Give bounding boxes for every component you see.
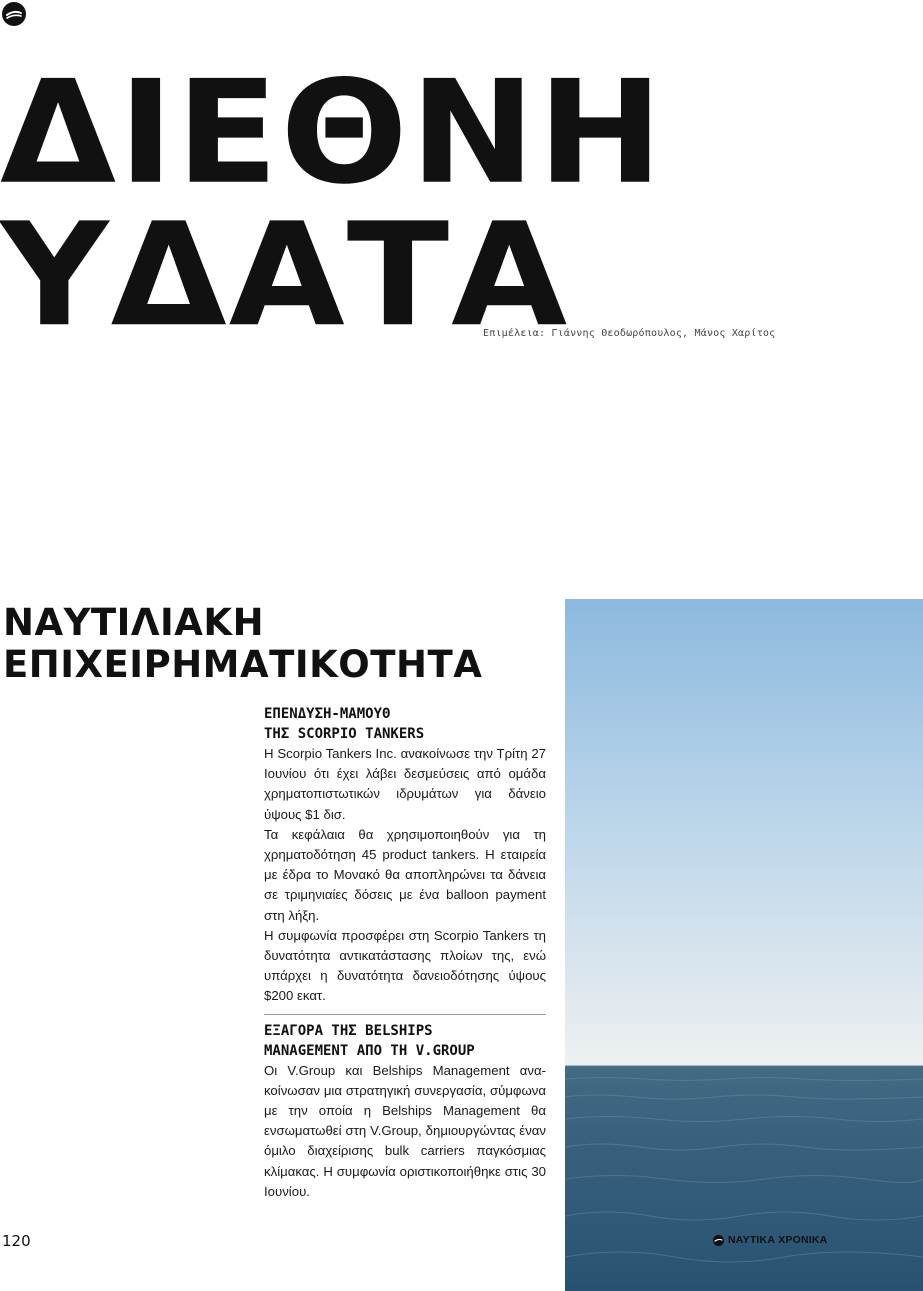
page-number: 120 bbox=[2, 1232, 31, 1250]
title-line-2: ΥΔΑΤΑ bbox=[0, 193, 570, 359]
article-headline bbox=[264, 704, 546, 744]
article-headline bbox=[264, 1021, 546, 1061]
article-scorpio-tankers bbox=[264, 704, 546, 1007]
section-title-line-1: ΝΑΥΤΙΛΙΑΚΗ bbox=[3, 601, 265, 644]
article-paragraph: Τα κεφάλαια θα χρησιμοποιηθούν για τη χρηματοδότηση 45 product tankers. Η εταιρεία με έδρα το Μονακό θα αποπληρώνει τα δάνεια σε τριμηνιαίες δόσεις με ένα balloon payment στη λήξη. bbox=[264, 826, 546, 923]
magazine-logo-icon bbox=[2, 2, 26, 26]
sky bbox=[565, 599, 923, 1066]
article-divider bbox=[264, 1014, 546, 1015]
brand-logo-icon bbox=[713, 1235, 724, 1246]
brand-name: ΝΑΥΤΙΚΑ ΧΡΟΝΙΚΑ bbox=[728, 1234, 828, 1246]
headline-line-2: MANAGEMENT ΑΠΟ ΤΗ V.GROUP bbox=[264, 1042, 475, 1059]
page-title bbox=[0, 50, 665, 359]
article-paragraph: Οι V.Group και Belships Management ανακοίνωσαν μια στρατηγική συνεργασία, σύμφωνα με την οποία η Belships Management θα ενσωματωθεί στη V.Group, δημιουργώντας έναν όμιλο διαχείρισης bulk carriers παγκόσμιας κλίμακας. Η συμφωνία οριστικοποιήθηκε στις 30 Ιουνίου. bbox=[264, 1062, 546, 1199]
headline-line-1: ΕΞΑΓΟΡΑ ΤΗΣ BELSHIPS bbox=[264, 1022, 433, 1039]
article-paragraph: Η συμφωνία προσφέρει στη Scorpio Tankers τη δυνατότητα αντικατάστασης πλοίων της, ενώ υπάρχει η δυνατότητα δανειοδότησης ύψους $200 εκατ. bbox=[264, 927, 546, 1004]
headline-line-2: ΤΗΣ SCORPIO TANKERS bbox=[264, 726, 425, 742]
footer-brand bbox=[713, 1234, 827, 1246]
article-belships bbox=[264, 1021, 546, 1202]
sea-horizon-photo bbox=[565, 599, 923, 1291]
section-title-line-2: ΕΠΙΧΕΙΡΗΜΑΤΙΚΟΤΗΤΑ bbox=[3, 643, 483, 686]
article-column bbox=[264, 704, 546, 1202]
section-title bbox=[3, 602, 482, 686]
article-paragraph: Η Scorpio Tankers Inc. ανακοίνωσε την Τρίτη 27 Ιουνίου ότι έχει λάβει δεσμεύσεις από ομάδα χρηματοπιστωτικών ιδρυμάτων για δάνειο ύψους $1 δισ. bbox=[264, 746, 546, 822]
headline-line-1: ΕΠΕΝΔΥΣΗ-ΜΑΜΟΥΘ bbox=[264, 706, 391, 722]
title-line-1: ΔΙΕΘΝΗ bbox=[0, 50, 665, 216]
sea bbox=[565, 1066, 923, 1291]
editor-credit: Επιμέλεια: Γιάννης Θεοδωρόπουλος, Μάνος Χαρίτος bbox=[483, 328, 776, 339]
